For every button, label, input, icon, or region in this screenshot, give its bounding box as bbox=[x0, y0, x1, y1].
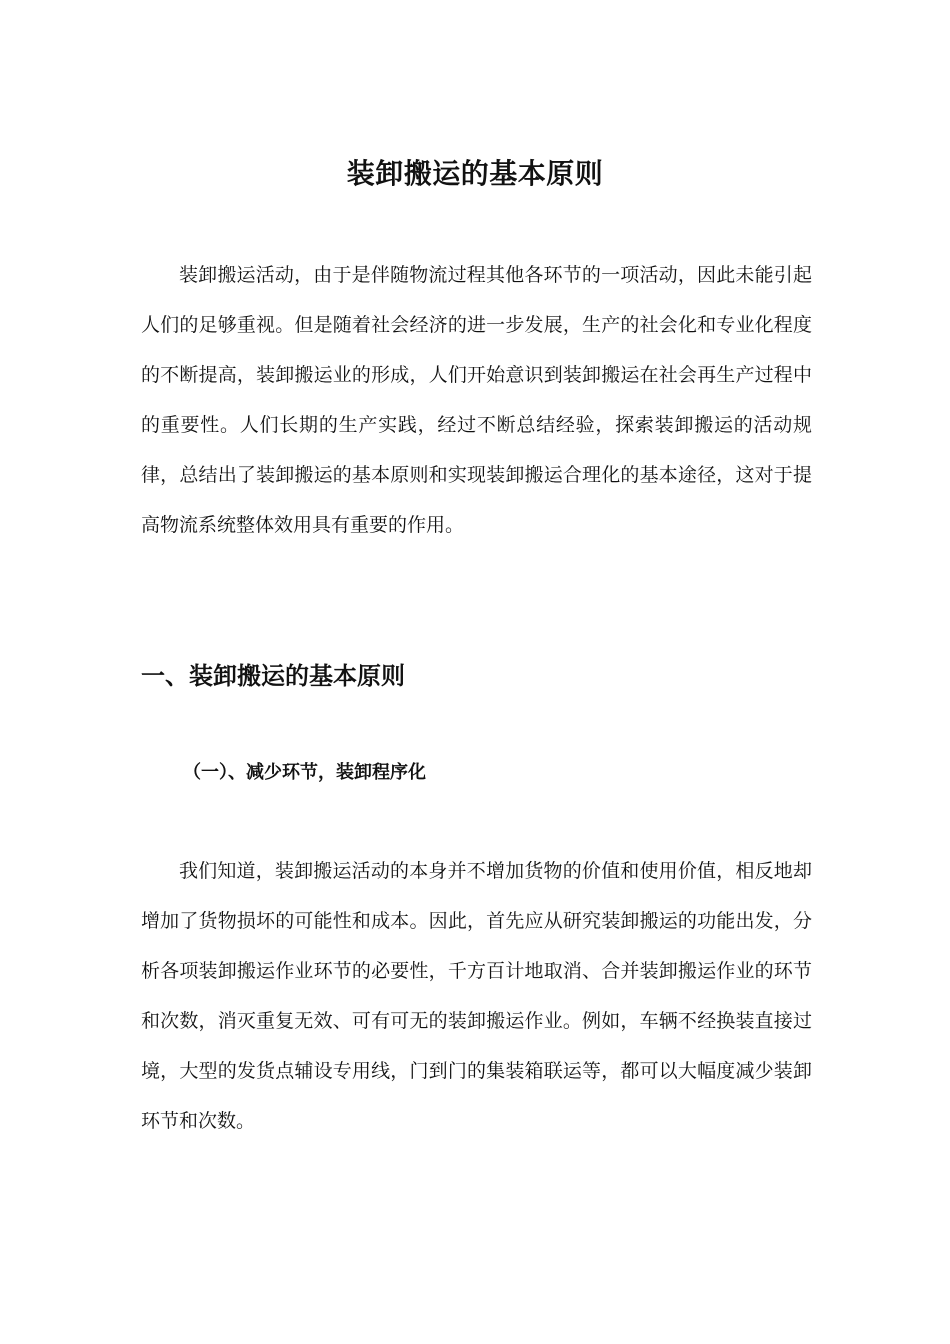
body-paragraph: 我们知道，装卸搬运活动的本身并不增加货物的价值和使用价值，相反地却增加了货物损坏的可能性和成本。因此，首先应从研究装卸搬运的功能出发，分析各项装卸搬运作业环节的必要性，千方百计地取消、合并装卸搬运作业的环节和次数，消灭重复无效、可有可无的装卸搬运作业。例如，车辆不经换装直接过境，大型的发货点辅设专用线，门到门的集装箱联运等，都可以大幅度减少装卸环节和次数。 bbox=[141, 860, 812, 1132]
section-heading: 一、装卸搬运的基本原则 bbox=[141, 662, 405, 690]
intro-paragraph: 装卸搬运活动，由于是伴随物流过程其他各环节的一项活动，因此未能引起人们的足够重视。但是随着社会经济的进一步发展，生产的社会化和专业化程度的不断提高，装卸搬运业的形成，人们开始意识到装卸搬运在社会再生产过程中的重要性。人们长期的生产实践，经过不断总结经验，探索装卸搬运的活动规律，总结出了装卸搬运的基本原则和实现装卸搬运合理化的基本途径，这对于提高物流系统整体效用具有重要的作用。 bbox=[141, 264, 812, 536]
document-title: 装卸搬运的基本原则 bbox=[346, 157, 604, 190]
subsection-heading: （一）、减少环节，装卸程序化 bbox=[183, 762, 426, 783]
